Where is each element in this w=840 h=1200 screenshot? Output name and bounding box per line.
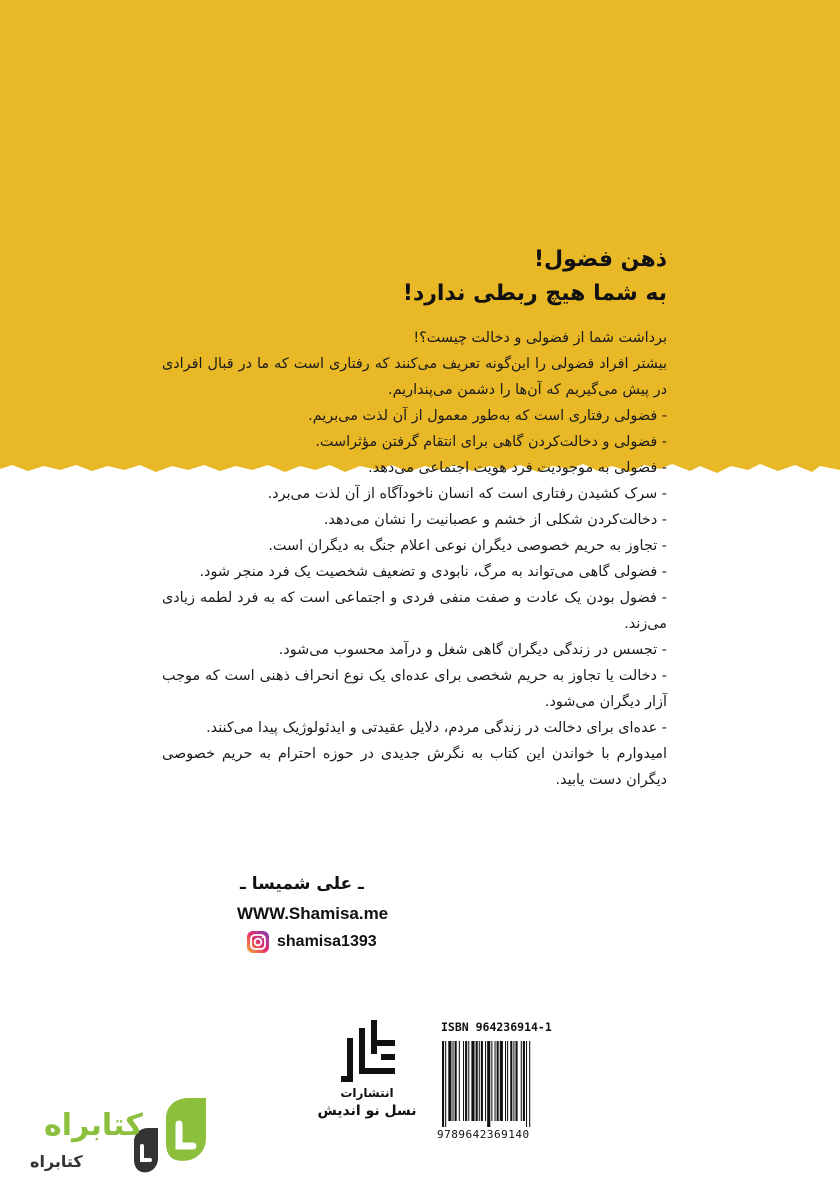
instagram-handle-row[interactable] <box>246 928 377 956</box>
blurb-paragraph: - تجاوز به حریم خصوصی دیگران نوعی اعلام جنگ به دیگران است. <box>268 538 667 554</box>
barcode-bar <box>476 1041 478 1121</box>
barcode-bar <box>516 1041 518 1121</box>
blurb-paragraph: امیدوارم با خواندن این کتاب به نگرش جدیدی در حوزه احترام به حریم خصوصی دیگران دست یابید. <box>162 746 667 788</box>
author-name: ـ علی شمیسا ـ <box>240 874 364 894</box>
title-line-2: به شما هیچ ربطی ندارد! <box>402 281 667 306</box>
blurb-paragraph: - دخالت یا تجاوز به حریم شخصی برای عده‌ای یک نوع انحراف ذهنی است که موجب آزار دیگران می‌شود. <box>162 668 667 710</box>
instagram-handle: shamisa1393 <box>277 933 377 950</box>
barcode-bar <box>523 1041 525 1121</box>
barcode-bar <box>463 1041 464 1121</box>
blurb-paragraph: - فضول بودن یک عادت و صفت منفی فردی و اجتماعی است که به فرد لطمه زیادی می‌زند. <box>162 590 667 632</box>
blurb-paragraph: - سرک کشیدن رفتاری است که انسان ناخودآگاه از آن لذت می‌برد. <box>267 486 667 502</box>
blurb-paragraph: - فضولی و دخالت‌کردن گاهی برای انتقام گرفتن مؤثراست. <box>315 434 667 450</box>
website-link[interactable]: WWW.Shamisa.me <box>237 904 389 923</box>
title-block <box>247 243 667 311</box>
publisher-block <box>312 1018 422 1120</box>
barcode-bar <box>487 1041 490 1127</box>
blurb-paragraph: - فضولی رفتاری است که به‌طور معمول از آن لذت می‌بریم. <box>308 408 667 424</box>
blurb-paragraph: بیشتر افراد فضولی را این‌گونه تعریف می‌کنند که رفتاری است که ما در قبال افرادی در پیش می‌گیریم که آن‌ها را دشمن می‌پنداریم. <box>162 356 667 398</box>
barcode-bar <box>497 1041 499 1121</box>
publisher-label: انتشارات <box>340 1086 394 1100</box>
barcode-bars <box>442 1041 560 1127</box>
barcode-bar <box>448 1041 451 1121</box>
barcode-bar <box>453 1041 454 1121</box>
barcode-digits: 9789642369140 <box>437 1128 530 1141</box>
blurb-paragraph: - فضولی گاهی می‌تواند به مرگ، نابودی و تضعیف شخصیت یک فرد منجر شود. <box>199 564 667 580</box>
blurb-paragraph: - فضولی به موجودیت فرد هویت اجتماعی می‌دهد. <box>368 460 667 476</box>
publisher-logo <box>337 1018 397 1084</box>
blurb-paragraph: - تجسس در زندگی دیگران گاهی شغل و درآمد محسوب می‌شود. <box>278 642 667 658</box>
barcode-bar <box>526 1041 527 1127</box>
blurb-text <box>162 325 667 793</box>
barcode-bar <box>495 1041 496 1121</box>
publisher-name: نسل نو اندیش <box>317 1103 417 1119</box>
barcode-bar <box>479 1041 480 1121</box>
instagram-icon <box>246 930 270 954</box>
isbn-number: ISBN 964236914-1 <box>441 1020 552 1034</box>
barcode-bar <box>507 1041 508 1121</box>
barcode-bar <box>529 1041 530 1127</box>
barcode-bar <box>459 1041 460 1121</box>
barcode-bar <box>505 1041 506 1121</box>
barcode-bar <box>521 1041 522 1121</box>
barcode-bar <box>481 1041 483 1121</box>
barcode-bar <box>510 1041 512 1121</box>
barcode-bar <box>471 1041 474 1121</box>
watermark-text: کتابراه <box>44 1108 143 1143</box>
barcode-bar <box>485 1041 486 1121</box>
title-line-1: ذهن فضول! <box>534 247 667 272</box>
barcode-bar <box>465 1041 467 1121</box>
barcode-bar <box>491 1041 492 1121</box>
barcode-bar <box>500 1041 503 1121</box>
barcode-bar <box>455 1041 457 1121</box>
blurb-paragraph: - دخالت‌کردن شکلی از خشم و عصبانیت را نشان می‌دهد. <box>323 512 667 528</box>
barcode-bar <box>445 1041 446 1127</box>
blurb-paragraph: - عده‌ای برای دخالت در زندگی مردم، دلایل عقیدتی و ایدئولوژیک پیدا می‌کنند. <box>206 720 667 736</box>
blurb-paragraph: برداشت شما از فضولی و دخالت چیست؟! <box>413 330 667 346</box>
watermark-subtext: کتابراه <box>30 1152 83 1171</box>
barcode-bar <box>442 1041 444 1127</box>
barcode-bar <box>468 1041 469 1121</box>
barcode-bar <box>513 1041 514 1121</box>
